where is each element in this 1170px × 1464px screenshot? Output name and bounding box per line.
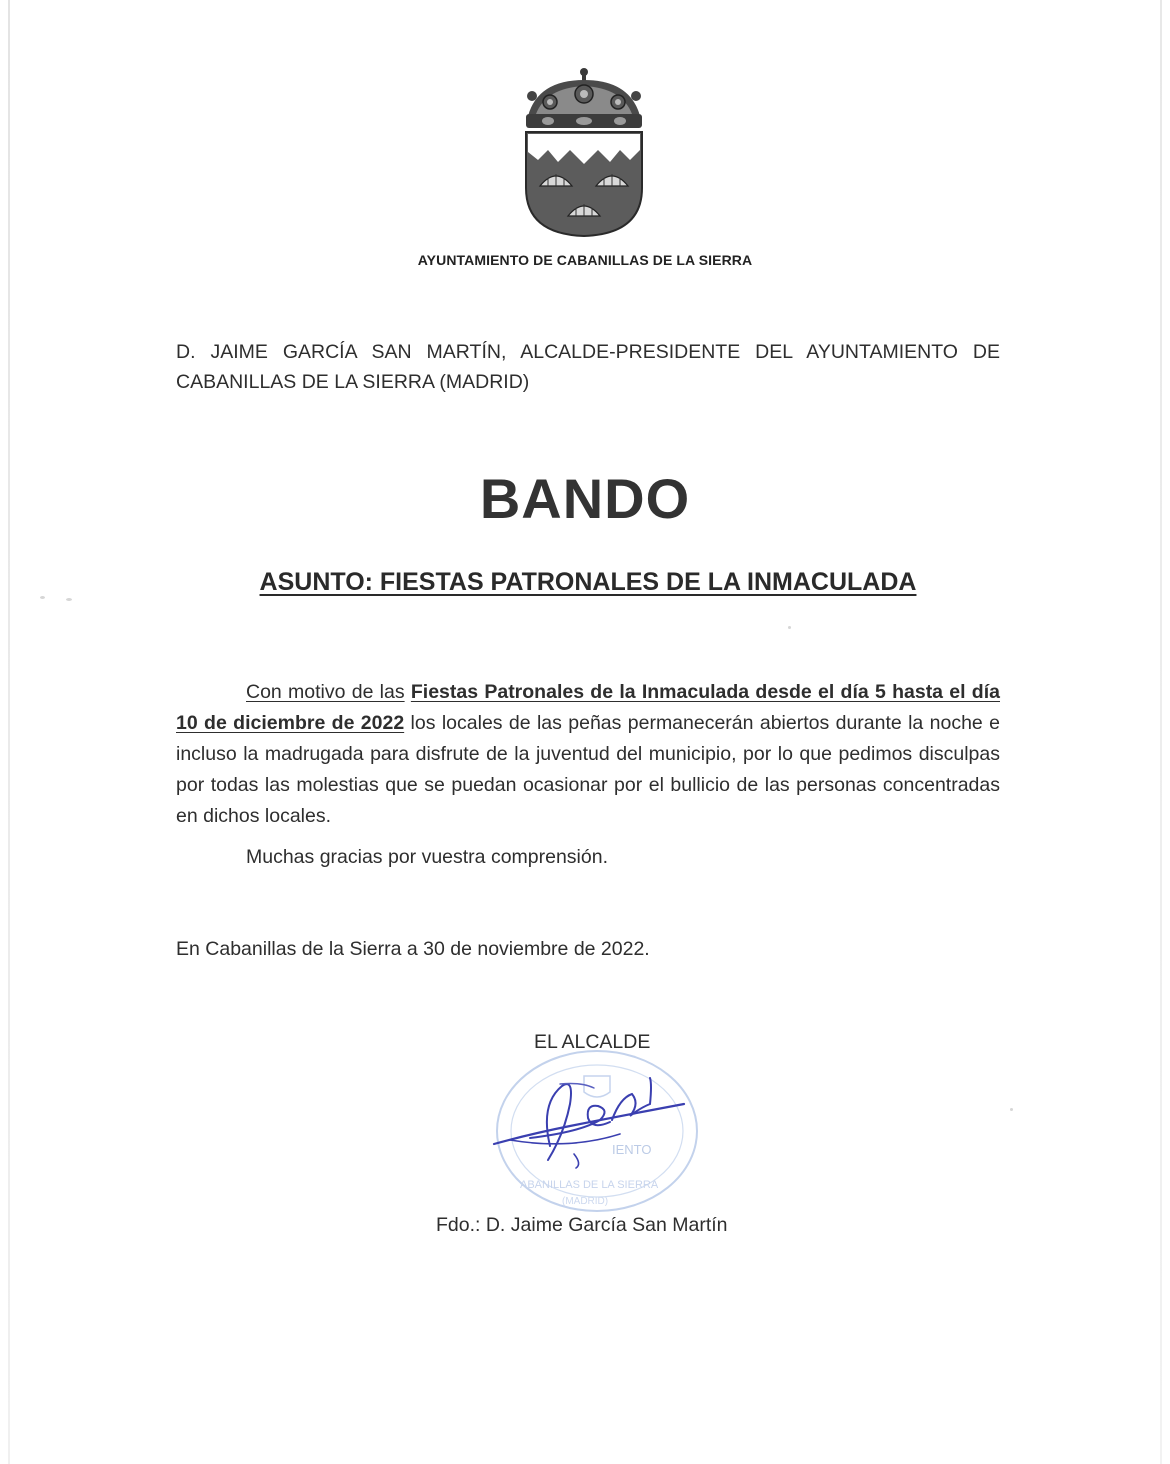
signature-icon: [490, 1064, 690, 1174]
signed-by-line: Fdo.: D. Jaime García San Martín: [436, 1214, 728, 1236]
body-paragraph: [176, 677, 1000, 832]
issuer-statement: D. JAIME GARCÍA SAN MARTÍN, ALCALDE-PRESIDENTE DEL AYUNTAMIENTO DE CABANILLAS DE LA SIERRA (MADRID): [176, 341, 1000, 393]
svg-text:ABANILLAS DE LA SIERRA: ABANILLAS DE LA SIERRA: [520, 1179, 659, 1191]
municipality-header: AYUNTAMIENTO DE CABANILLAS DE LA SIERRA: [417, 252, 753, 268]
festival-dates-text: Fiestas Patronales de la Inmaculada desde el día 5 hasta el día 10 de diciembre de 2022: [176, 681, 1000, 734]
svg-text:(MADRID): (MADRID): [562, 1196, 609, 1207]
subject-line: ASUNTO: FIESTAS PATRONALES DE LA INMACULADA: [259, 568, 917, 596]
body-main-text: los locales de las peñas permanecerán abiertos durante la noche e incluso la madrugada para disfrute de la juventud del municipio, por lo que pedimos disculpas por todas las molestias que se puedan ocasionar por el bullicio de las personas concentradas en dichos locales.: [176, 712, 1000, 827]
svg-text:IENTO: IENTO: [612, 1142, 652, 1157]
scan-speck: [788, 626, 791, 629]
page-edge-right: [1160, 0, 1162, 1464]
thanks-line: Muchas gracias por vuestra comprensión.: [246, 846, 608, 868]
document-title: BANDO: [479, 467, 691, 530]
scan-speck: [1010, 1108, 1013, 1111]
place-date-line: En Cabanillas de la Sierra a 30 de noviembre de 2022.: [176, 938, 650, 960]
page-edge-left: [8, 0, 10, 1464]
signatory-role: EL ALCALDE: [534, 1031, 651, 1053]
scan-speck: [66, 598, 72, 601]
body-intro-text: Con motivo de las: [246, 681, 405, 703]
coat-of-arms-icon: [518, 66, 650, 238]
